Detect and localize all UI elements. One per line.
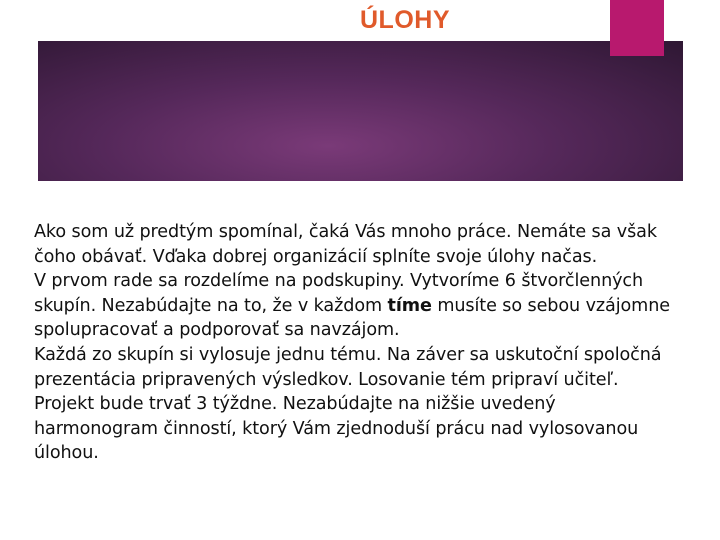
accent-bar	[610, 0, 664, 56]
body-line: spolupracovať a podporovať sa navzájom.	[34, 320, 400, 341]
body-line-end: musíte so sebou vzájomne	[431, 295, 670, 316]
body-line: Projekt bude trvať 3 týždne. Nezabúdajte na nižšie uvedený	[34, 394, 556, 415]
body-line-start: skupín. Nezabúdajte na to, že v každom	[34, 295, 388, 316]
body-line: Každá zo skupín si vylosuje jednu tému. Na záver sa uskutoční spoločná	[34, 344, 662, 365]
body-line: harmonogram činností, ktorý Vám zjednoduší prácu nad vylosovanou	[34, 418, 639, 439]
body-line: čoho obávať. Vďaka dobrej organizácií splníte svoje úlohy načas.	[34, 246, 598, 267]
body-line: úlohou.	[34, 443, 99, 464]
slide-title: ÚLOHY	[360, 6, 450, 34]
body-line: V prvom rade sa rozdelíme na podskupiny. Vytvoríme 6 štvorčlenných	[34, 271, 644, 292]
body-line: prezentácia pripravených výsledkov. Losovanie tém pripraví učiteľ.	[34, 369, 619, 390]
body-line: Ako som už predtým spomínal, čaká Vás mnoho práce. Nemáte sa však	[34, 222, 657, 242]
body-text	[34, 220, 718, 520]
body-line	[34, 294, 718, 319]
bold-word: tíme	[387, 295, 432, 316]
title-banner	[38, 41, 683, 181]
